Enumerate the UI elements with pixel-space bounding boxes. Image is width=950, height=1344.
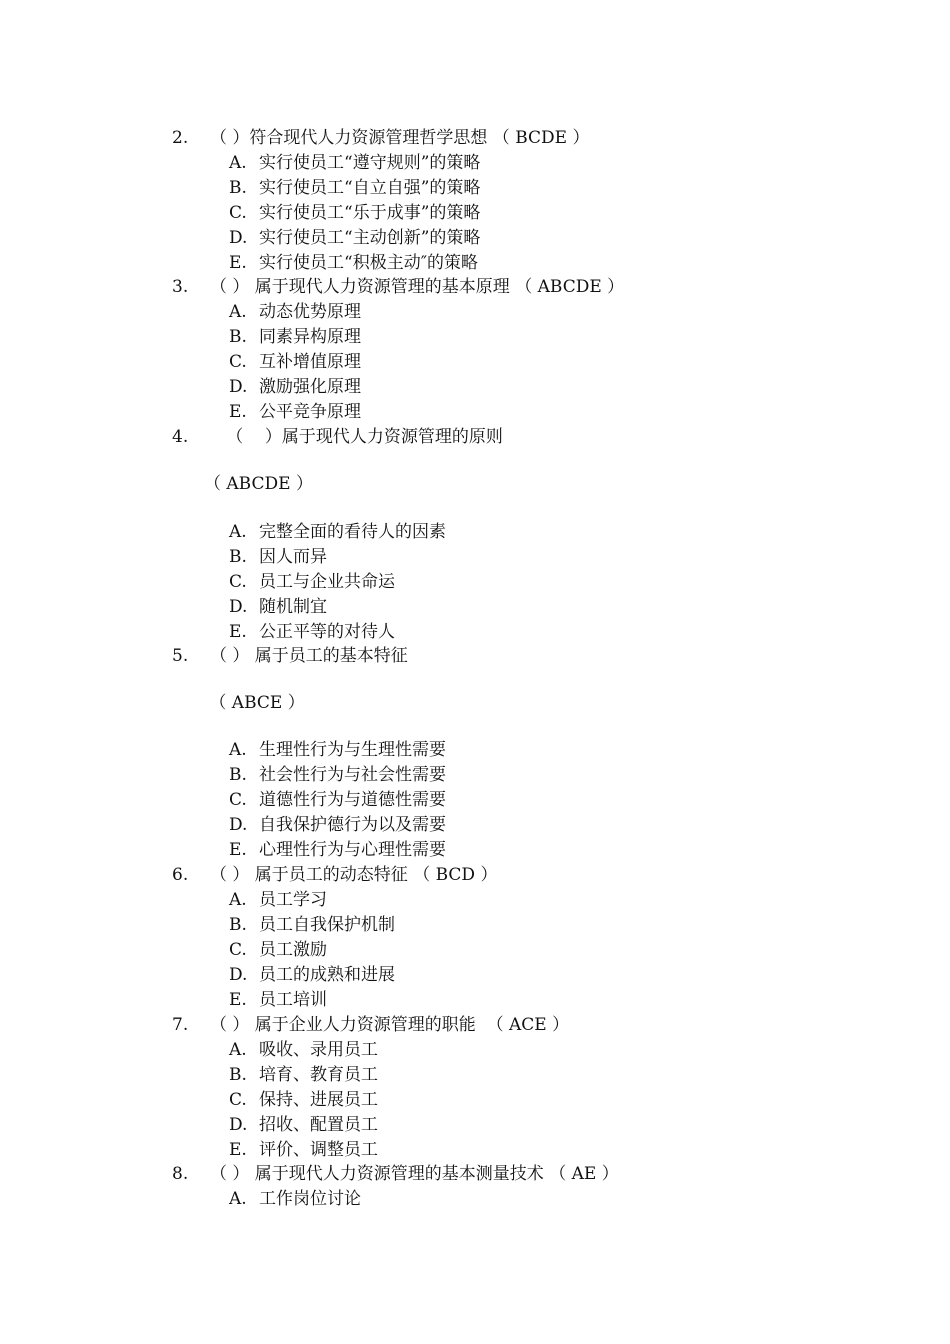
option-letter: B. xyxy=(229,1065,247,1085)
option-letter: E. xyxy=(229,402,247,422)
question-5-answer: （ ABCE ） xyxy=(204,693,305,713)
option-6b xyxy=(229,913,395,938)
question-number: 6. xyxy=(172,865,189,885)
option-5b xyxy=(229,763,446,788)
option-6a xyxy=(229,888,327,913)
option-text: 社会性行为与社会性需要 xyxy=(259,765,446,785)
option-letter: C. xyxy=(229,352,247,372)
option-6d xyxy=(229,963,395,988)
question-number: 7. xyxy=(172,1015,189,1035)
option-4b xyxy=(229,545,327,570)
option-letter: B. xyxy=(229,327,247,347)
option-letter: C. xyxy=(229,940,247,960)
option-2d xyxy=(229,226,480,251)
option-letter: E. xyxy=(229,253,247,273)
option-6c xyxy=(229,938,327,963)
option-3b xyxy=(229,325,361,350)
question-number: 3. xyxy=(172,277,189,297)
option-letter: C. xyxy=(229,1090,247,1110)
option-letter: A. xyxy=(229,302,247,322)
option-text: 吸收、录用员工 xyxy=(259,1040,378,1060)
question-text: （ ） 属于员工的基本特征 xyxy=(210,646,408,666)
option-text: 评价、调整员工 xyxy=(259,1140,378,1160)
option-text: 实行使员工“自立自强”的策略 xyxy=(259,178,481,198)
option-3e xyxy=(229,400,361,425)
option-text: 实行使员工“积极主动″的策略 xyxy=(259,253,479,273)
question-2 xyxy=(172,126,589,151)
option-letter: C. xyxy=(229,203,247,223)
option-5d xyxy=(229,813,446,838)
option-text: 因人而异 xyxy=(259,547,327,567)
question-text: （ ） 属于现代人力资源管理的基本原理 （ ABCDE ） xyxy=(210,277,625,297)
question-text: （ ） 属于企业人力资源管理的职能 （ ACE ） xyxy=(210,1015,570,1035)
question-number: 5. xyxy=(172,646,189,666)
option-3c xyxy=(229,350,361,375)
option-text: 同素异构原理 xyxy=(259,327,361,347)
option-text: 员工的成熟和进展 xyxy=(259,965,395,985)
option-3d xyxy=(229,375,361,400)
option-letter: E. xyxy=(229,622,247,642)
option-2e xyxy=(229,251,478,276)
option-letter: D. xyxy=(229,965,248,985)
question-4 xyxy=(172,425,503,450)
option-text: 自我保护德行为以及需要 xyxy=(259,815,446,835)
option-3a xyxy=(229,300,361,325)
option-letter: E. xyxy=(229,840,247,860)
option-2c xyxy=(229,201,480,226)
option-text: 实行使员工“遵守规则”的策略 xyxy=(259,153,481,173)
question-text: （ ）符合现代人力资源管理哲学思想 （ BCDE ） xyxy=(210,128,590,148)
option-letter: E. xyxy=(229,990,247,1010)
option-4a xyxy=(229,520,446,545)
option-letter: A. xyxy=(229,522,247,542)
option-text: 员工激励 xyxy=(259,940,327,960)
question-3 xyxy=(172,275,624,300)
option-5c xyxy=(229,788,446,813)
option-letter: C. xyxy=(229,572,247,592)
option-5a xyxy=(229,738,446,763)
option-text: 员工学习 xyxy=(259,890,327,910)
option-text: 公平竞争原理 xyxy=(259,402,361,422)
option-text: 随机制宜 xyxy=(259,597,327,617)
option-text: 员工培训 xyxy=(259,990,327,1010)
question-number: 4. xyxy=(172,427,189,447)
option-letter: E. xyxy=(229,1140,247,1160)
option-text: 员工与企业共命运 xyxy=(259,572,395,592)
option-letter: D. xyxy=(229,228,248,248)
option-letter: A. xyxy=(229,153,247,173)
option-7c xyxy=(229,1088,378,1113)
option-letter: C. xyxy=(229,790,247,810)
option-letter: A. xyxy=(229,1189,247,1209)
option-text: 公正平等的对待人 xyxy=(259,622,395,642)
question-number: 8. xyxy=(172,1164,189,1184)
option-text: 生理性行为与生理性需要 xyxy=(259,740,446,760)
option-text: 培育、教育员工 xyxy=(259,1065,378,1085)
option-text: 完整全面的看待人的因素 xyxy=(259,522,446,542)
option-letter: D. xyxy=(229,1115,248,1135)
option-text: 工作岗位讨论 xyxy=(259,1189,361,1209)
option-letter: D. xyxy=(229,815,248,835)
option-text: 心理性行为与心理性需要 xyxy=(259,840,446,860)
option-letter: D. xyxy=(229,597,248,617)
option-text: 实行使员工“乐于成事”的策略 xyxy=(259,203,481,223)
option-8a xyxy=(229,1187,361,1212)
option-letter: A. xyxy=(229,740,247,760)
option-text: 激励强化原理 xyxy=(259,377,361,397)
option-letter: B. xyxy=(229,547,247,567)
option-letter: B. xyxy=(229,915,247,935)
option-text: 互补增值原理 xyxy=(259,352,361,372)
question-4-answer: （ ABCDE ） xyxy=(204,474,313,494)
question-6 xyxy=(172,863,497,888)
option-text: 招收、配置员工 xyxy=(259,1115,378,1135)
question-text: （ ） 属于现代人力资源管理的基本测量技术 （ AE ） xyxy=(210,1164,619,1184)
option-letter: B. xyxy=(229,178,247,198)
option-6e xyxy=(229,988,327,1013)
option-7d xyxy=(229,1113,378,1138)
question-5 xyxy=(172,644,408,669)
option-2b xyxy=(229,176,480,201)
option-letter: A. xyxy=(229,890,247,910)
option-letter: B. xyxy=(229,765,247,785)
option-text: 道德性行为与道德性需要 xyxy=(259,790,446,810)
option-7e xyxy=(229,1138,378,1163)
option-4e xyxy=(229,620,395,645)
option-4c xyxy=(229,570,395,595)
option-2a xyxy=(229,151,480,176)
option-4d xyxy=(229,595,327,620)
option-7b xyxy=(229,1063,378,1088)
option-text: 保持、进展员工 xyxy=(259,1090,378,1110)
option-text: 实行使员工“主动创新”的策略 xyxy=(259,228,481,248)
question-number: 2. xyxy=(172,128,189,148)
option-7a xyxy=(229,1038,378,1063)
question-text: （ ）属于现代人力资源管理的原则 xyxy=(210,427,503,447)
option-letter: D. xyxy=(229,377,248,397)
option-5e xyxy=(229,838,446,863)
question-text: （ ） 属于员工的动态特征 （ BCD ） xyxy=(210,865,498,885)
option-text: 员工自我保护机制 xyxy=(259,915,395,935)
question-7 xyxy=(172,1013,569,1038)
question-8 xyxy=(172,1162,619,1187)
option-letter: A. xyxy=(229,1040,247,1060)
option-text: 动态优势原理 xyxy=(259,302,361,322)
